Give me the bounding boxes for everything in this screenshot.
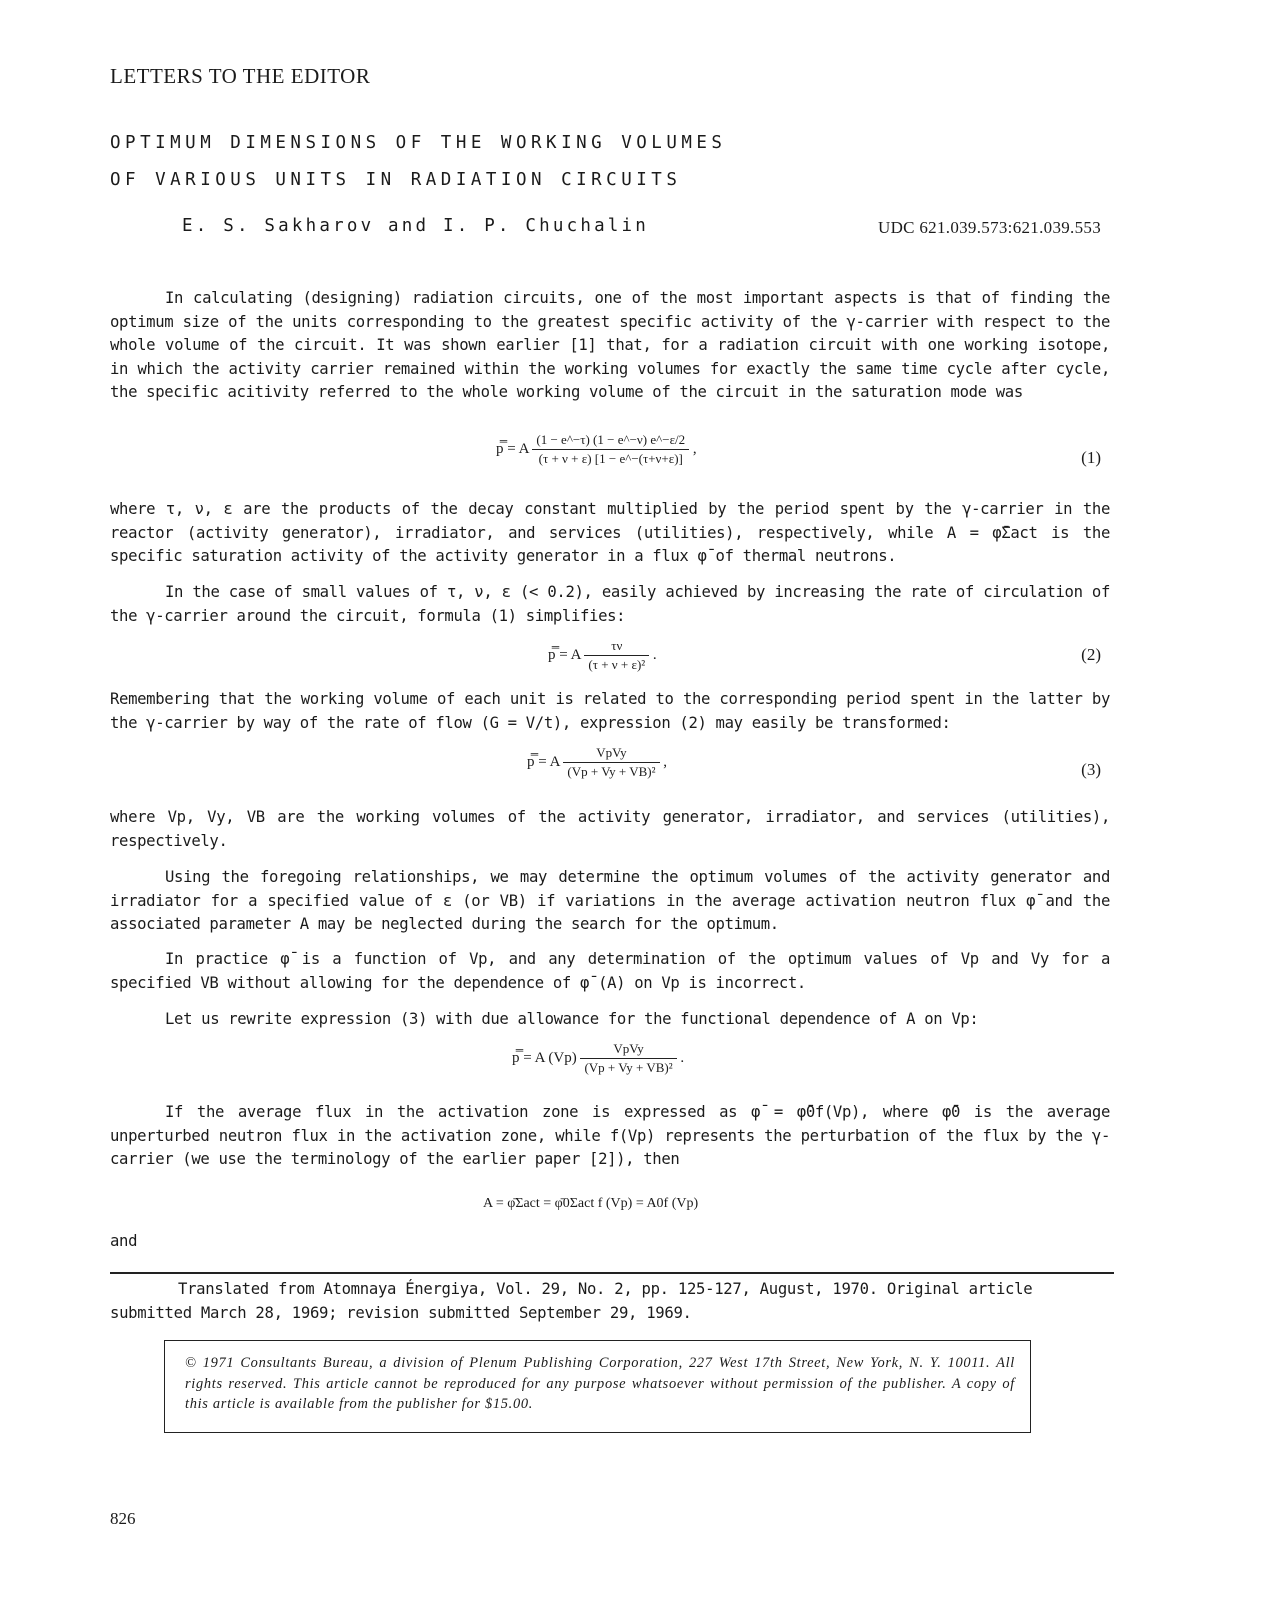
equation-1-label: (1)	[1081, 448, 1101, 467]
paragraph-block-8	[110, 1008, 1110, 1032]
paragraph-10: and	[110, 1232, 138, 1250]
article-title-line-1: OPTIMUM DIMENSIONS OF THE WORKING VOLUMES	[110, 133, 727, 153]
paragraph-4: Remembering that the working volume of each unit is related to the corresponding period spent in the latter by the γ-carrier by way of the rate of flow (G = V/t), expression (2) may easily be transformed:	[110, 690, 1110, 732]
equation-4-fraction	[580, 1041, 676, 1076]
equation-2-label: (2)	[1081, 645, 1101, 664]
translation-note-text: Translated from Atomnaya Énergiya, Vol. 29, No. 2, pp. 125-127, August, 1970. Original article submitted March 28, 1969; revision submitted September 29, 1969.	[110, 1280, 1033, 1322]
paragraph-block-5	[110, 806, 1110, 853]
paragraph-1: In calculating (designing) radiation circuits, one of the most important aspects is that of finding the optimum size of the units corresponding to the greatest specific activity of the γ-carrier with respect to the whole volume of the circuit. It was shown earlier [1] that, for a radiation circuit with one working isotope, in which the activity carrier remained within the working volumes for exactly the same time cycle after cycle, the specific acitivity referred to the whole working volume of the circuit in the saturation mode was	[110, 289, 1110, 401]
equation-3-numerator: VpVy	[563, 745, 659, 763]
equation-3-label: (3)	[1081, 760, 1101, 779]
equation-3: p̿ = A $\frac{\text{VpVy}}{\text{(Vp + Vy + VB)²}}$ ,	[527, 745, 668, 779]
equation-5: A = φ̄Σact = φ̄0Σact f (Vp) = A0f (Vp)	[483, 1196, 699, 1211]
equation-4-lhs: p̿ = A (Vp)	[512, 1049, 577, 1066]
equation-1-denominator: (τ + ν + ε) [1 − e^−(τ+ν+ε)]	[538, 451, 683, 466]
equation-1-lhs: p̿ = A	[496, 440, 529, 457]
equation-3-denominator: (Vp + Vy + VB)²	[567, 764, 656, 779]
translation-note	[110, 1277, 1114, 1325]
paragraph-block-9	[110, 1101, 1110, 1172]
equation-1-fraction	[532, 432, 689, 467]
paragraph-block-6	[110, 866, 1110, 937]
paragraph-intro	[110, 287, 1110, 405]
equation-2-lhs: p̿ = A	[548, 646, 581, 663]
equation-4: p̿ = A (Vp) $\frac{\text{VpVy}}{\text{(Vp + Vy + VB)²}}$ .	[512, 1041, 685, 1075]
equation-2-fraction	[584, 638, 649, 673]
article-title-line-2: OF VARIOUS UNITS IN RADIATION CIRCUITS	[110, 170, 682, 190]
paragraph-2: where τ, ν, ε are the products of the decay constant multiplied by the period spent by the γ-carrier in the reactor (activity generator), irradiator, and services (utilities), respectively, while A = φ̄Σact is the specific saturation activity of the activity generator in a flux φ̄ of thermal neutrons.	[110, 500, 1110, 565]
section-heading: LETTERS TO THE EDITOR	[110, 64, 371, 88]
paragraph-3: In the case of small values of τ, ν, ε (< 0.2), easily achieved by increasing the rate of circulation of the γ-carrier around the circuit, formula (1) simplifies:	[110, 583, 1110, 625]
equation-4-denominator: (Vp + Vy + VB)²	[584, 1060, 673, 1075]
paragraph-6: Using the foregoing relationships, we may determine the optimum volumes of the activity generator and irradiator for a specified value of ε (or VB) if variations in the average activation neutron flux φ̄ and the associated parameter A may be neglected during the search for the optimum.	[110, 868, 1110, 933]
equation-2-numerator: τν	[584, 638, 649, 656]
paragraph-block-2	[110, 498, 1110, 569]
equation-4-numerator: VpVy	[580, 1041, 676, 1059]
page-number: 826	[110, 1509, 136, 1528]
udc-code: UDC 621.039.573:621.039.553	[878, 218, 1101, 237]
paragraph-5: where Vp, Vy, VB are the working volumes of the activity generator, irradiator, and services (utilities), respectively.	[110, 808, 1110, 850]
equation-2-denominator: (τ + ν + ε)²	[588, 657, 646, 672]
paragraph-8: Let us rewrite expression (3) with due allowance for the functional dependence of A on Vp:	[165, 1010, 979, 1028]
equation-2: p̿ = A $\frac{\tau\nu}{\text{(τ + ν + ε)²}}$ .	[548, 638, 657, 672]
equation-3-lhs: p̿ = A	[527, 753, 560, 770]
paragraph-9: If the average flux in the activation zone is expressed as φ̄ = φ̄0f(Vp), where φ̄0 is the average unperturbed neutron flux in the activation zone, while f(Vp) represents the perturbation of the flux by the γ-carrier (we use the terminology of the earlier paper [2]), then	[110, 1103, 1110, 1168]
copyright-box	[164, 1340, 1031, 1433]
equation-3-fraction	[563, 745, 659, 780]
paragraph-block-4	[110, 688, 1110, 735]
footnote-divider	[110, 1272, 1114, 1274]
article-authors: E. S. Sakharov and I. P. Chuchalin	[182, 216, 650, 236]
copyright-text: © 1971 Consultants Bureau, a division of Plenum Publishing Corporation, 227 West 17th Street, New York, N. Y. 10011. All rights reserved. This article cannot be reproduced for any purpose whatsoever without permission of the publisher. A copy of this article is available from the publisher for $15.00.	[185, 1355, 1015, 1412]
paragraph-block-3	[110, 581, 1110, 628]
equation-1-numerator: (1 − e^−τ) (1 − e^−ν) e^−ε/2	[532, 432, 689, 450]
paragraph-block-7	[110, 948, 1110, 995]
equation-1: p̿ = A $\frac{(1 - e\^{}-\tau) (1 - e\^{}-\nu) e\^{}-\varepsilon/2}{(\tau + \nu + \varepsilon) [1 - e\^{}-(\tau+\nu+\varepsilon)]}$ ,	[496, 432, 697, 466]
paragraph-block-10	[110, 1230, 1110, 1254]
paragraph-7: In practice φ̄ is a function of Vp, and any determination of the optimum values of Vp and Vy for a specified VB without allowing for the dependence of φ̄ (A) on Vp is incorrect.	[110, 950, 1110, 992]
